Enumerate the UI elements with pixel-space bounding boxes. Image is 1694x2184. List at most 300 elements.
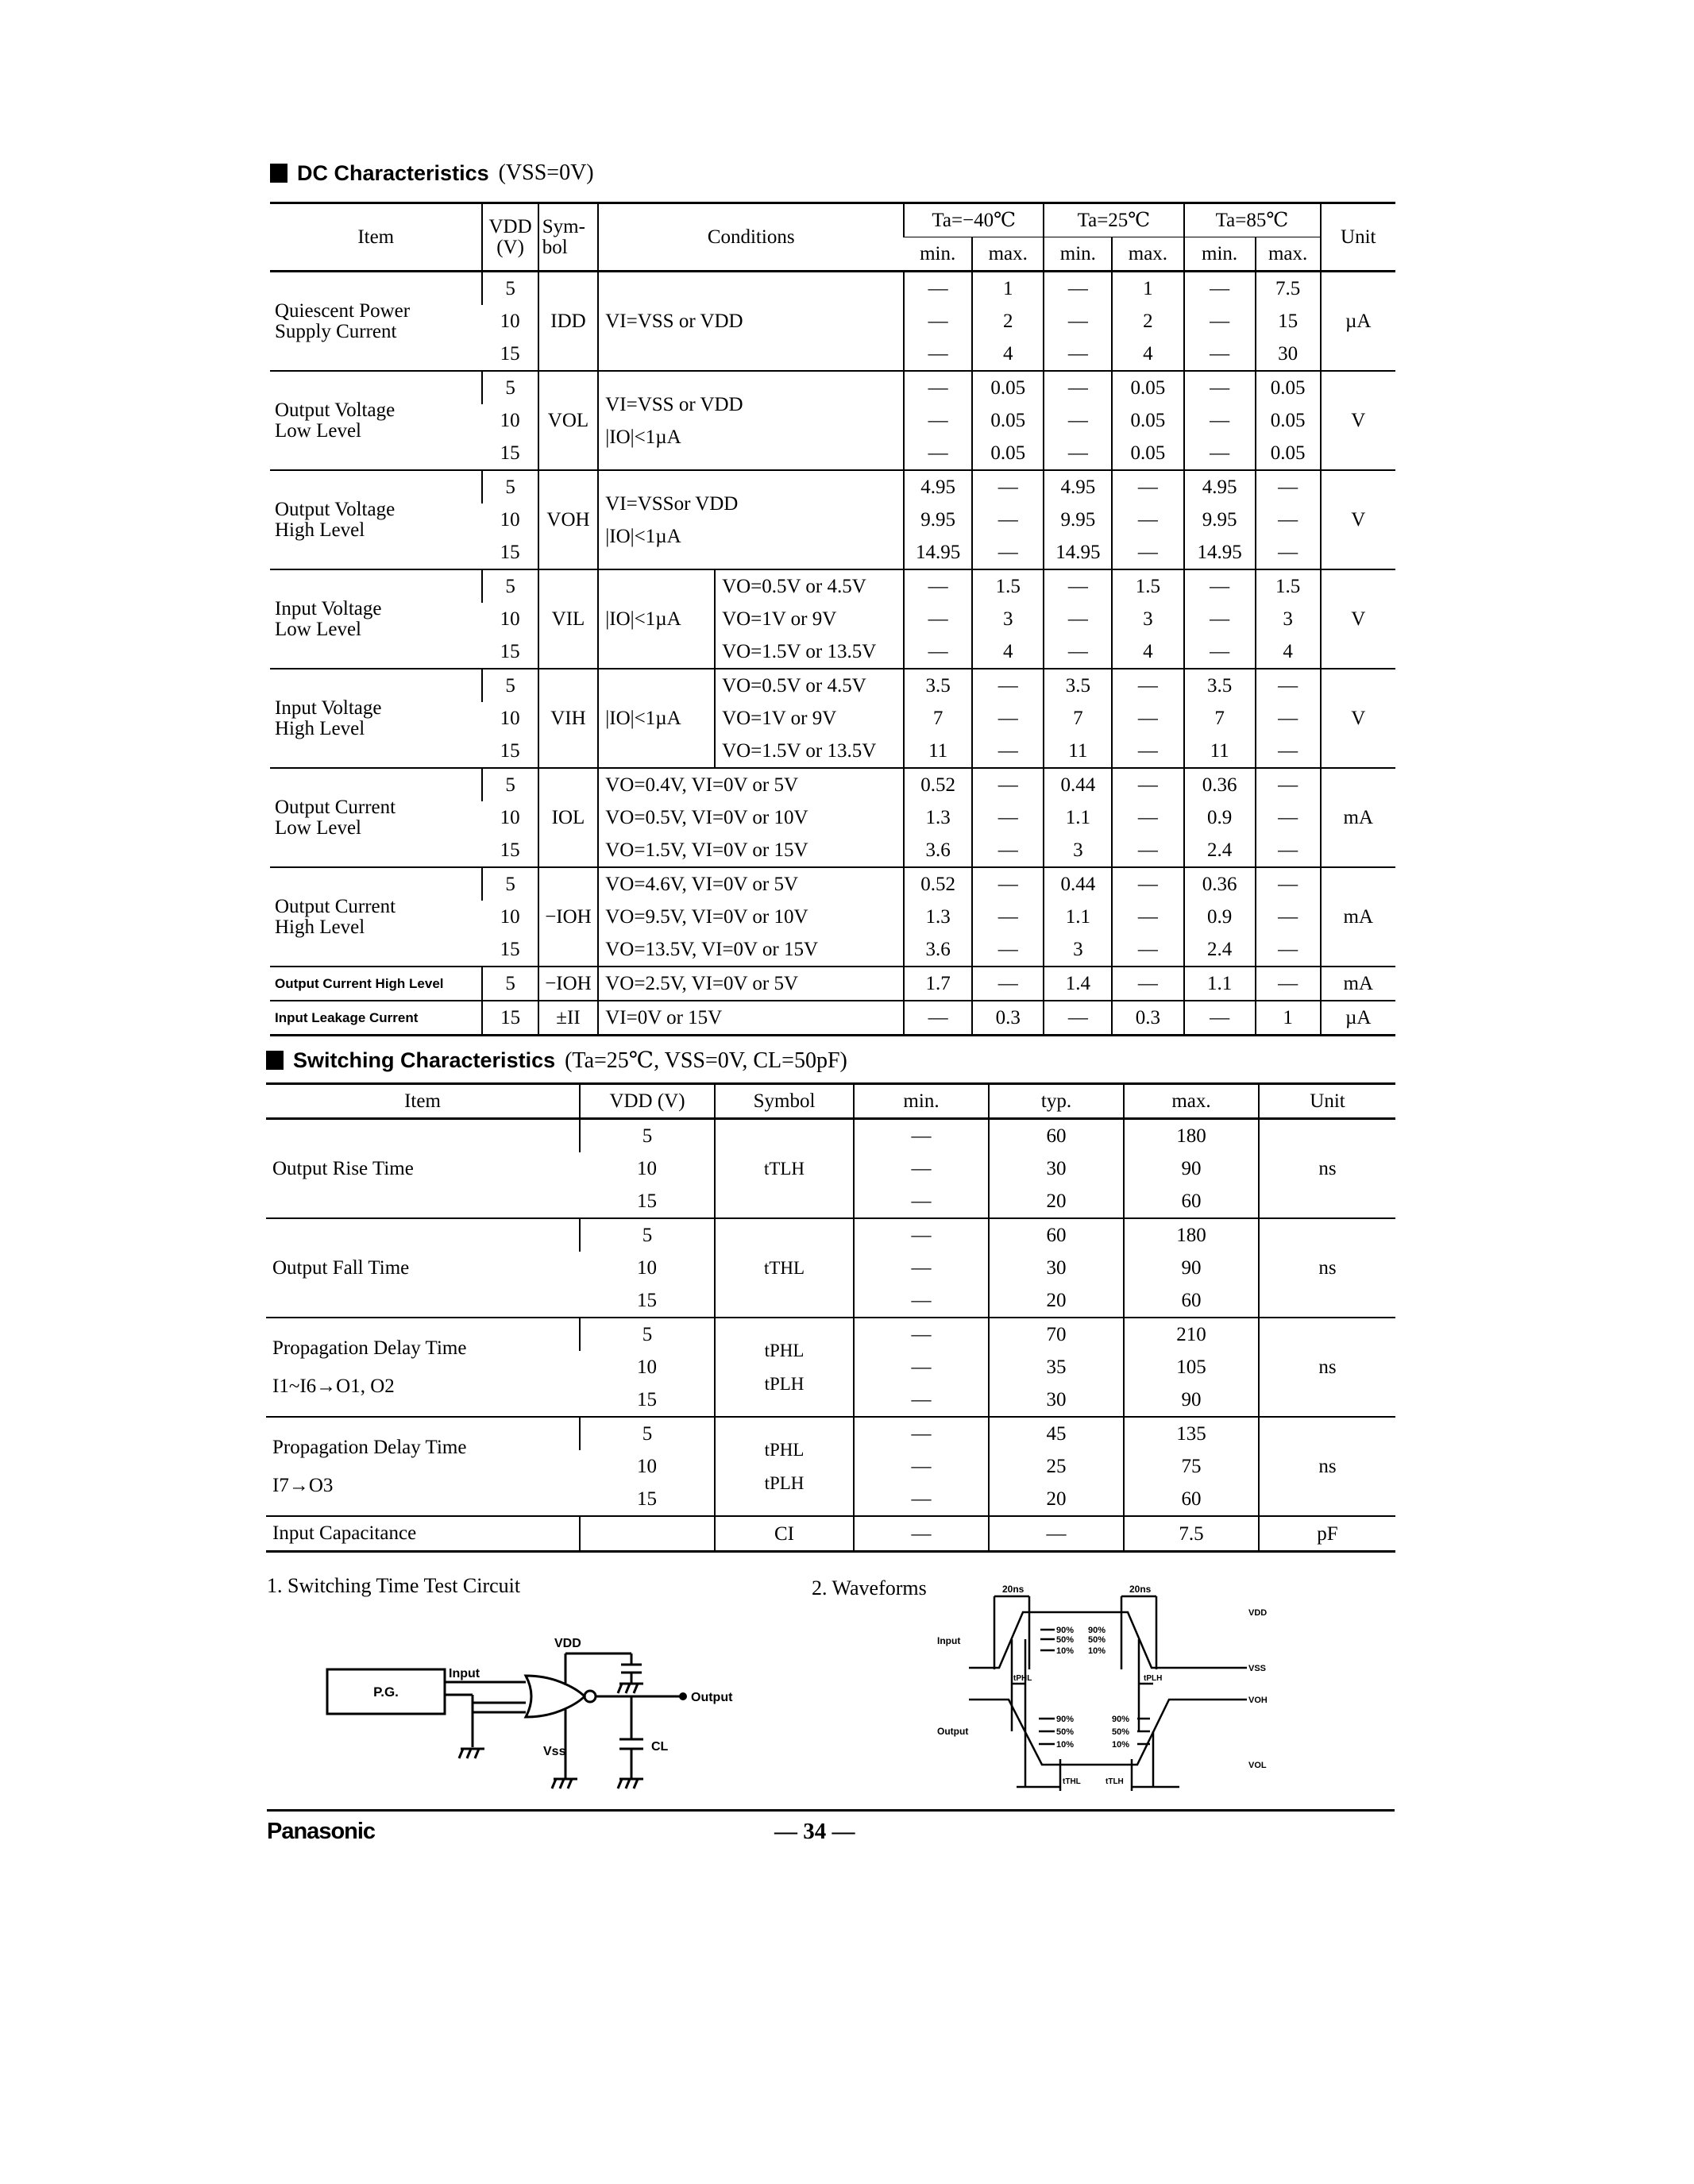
sw-title: Switching Characteristics [293,1048,556,1072]
value-cell: 4 [1112,635,1183,669]
value-cell: — [1184,437,1256,470]
value-cell: — [854,1218,989,1252]
sw-group-capacitance [266,1516,1395,1552]
value-cell: 11 [1184,735,1256,768]
fig1-title: 1. Switching Time Test Circuit [267,1574,521,1597]
value-cell: 0.9 [1184,901,1256,933]
header-unit: Unit [1321,203,1396,272]
table-row [270,470,1395,504]
input-fall-10-label: 10% [1088,1646,1106,1656]
row-item: Input Voltage Low Level [270,569,482,669]
value-cell: — [1044,1001,1112,1036]
value-cell: — [904,338,972,371]
value-cell: 0.05 [972,371,1044,404]
header-ta-85: Ta=85℃ [1184,203,1321,237]
vdd-cell [580,1516,715,1552]
input-10-label: 10% [1056,1646,1075,1656]
bullet-square-icon [266,1051,284,1070]
unit-cell: pF [1259,1516,1395,1552]
value-cell: — [972,967,1044,1001]
unit-cell: ns [1259,1119,1395,1219]
value-cell: — [854,1516,989,1552]
value-cell: 4.95 [1184,470,1256,504]
value-cell: 3 [972,603,1044,635]
value-cell: 7 [904,702,972,735]
sub-conditions-cell: VO=1V or 9V [715,702,904,735]
value-cell: — [972,933,1044,967]
value-cell: 0.44 [1044,768,1112,801]
tthl-label: tTHL [1063,1777,1081,1786]
vdd-cell: 5 [580,1318,715,1351]
value-cell: 1.1 [1044,801,1112,834]
value-cell: — [854,1185,989,1218]
value-cell: 70 [989,1318,1124,1351]
vdd-cell: 10 [637,1456,657,1477]
value-cell: — [1256,967,1321,1001]
value-cell: 30 [989,1152,1124,1185]
table-row [270,1001,1395,1036]
conditions-cell: VO=4.6V, VI=0V or 5V [598,867,904,901]
value-cell: — [972,735,1044,768]
value-cell: 0.36 [1184,867,1256,901]
row-item: Output Rise Time [272,1157,414,1179]
sub-conditions-cell: VO=0.5V or 4.5V [715,669,904,702]
value-cell: 3 [1044,933,1112,967]
header-min: min. [904,237,972,272]
sub-conditions-cell: VO=1V or 9V [715,603,904,635]
row-item: Output Fall Time [266,1218,580,1318]
dc-title: DC Characteristics [297,160,489,185]
table-row [266,1516,1395,1552]
dc-conditions: (VSS=0V) [498,160,594,185]
header-max: max. [1256,237,1321,272]
value-cell: 30 [989,1383,1124,1417]
value-cell: — [1044,404,1112,437]
table-row [266,1119,1395,1153]
header-vdd: VDD (V) [580,1084,715,1119]
value-cell: — [1044,635,1112,669]
value-cell: — [989,1516,1124,1552]
value-cell: 60 [989,1119,1124,1153]
sub-conditions-cell: VO=0.5V or 4.5V [715,569,904,603]
value-cell: 14.95 [1044,536,1112,569]
header-conditions: Conditions [598,203,904,272]
value-cell: 7.5 [1124,1516,1259,1552]
value-cell: 3.6 [904,933,972,967]
vdd-cell: 15 [500,442,520,464]
vdd-cell: 5 [580,1119,715,1153]
vdd-cell: 5 [580,1417,715,1450]
row-item: Output Current High Level [270,867,482,967]
fall-20ns-label: 20ns [1129,1584,1152,1595]
test-circuit-diagram [318,1620,762,1795]
value-cell: — [972,669,1044,702]
sw-conditions: (Ta=25℃, VSS=0V, CL=50pF) [565,1048,847,1073]
sw-group-prop-delay-2 [266,1417,1395,1516]
value-cell: — [1044,437,1112,470]
value-cell: 0.05 [1112,437,1183,470]
value-cell: 9.95 [904,504,972,536]
value-cell: — [1044,338,1112,371]
value-cell: — [904,272,972,306]
vss-label: Vss [543,1745,566,1758]
sub-conditions-cell: VO=1.5V or 13.5V [715,735,904,768]
table-row [270,569,1395,603]
value-cell: — [972,867,1044,901]
header-unit: Unit [1259,1084,1395,1119]
value-cell: — [854,1450,989,1483]
vdd-cell: 15 [500,740,520,762]
value-cell: — [854,1383,989,1417]
row-item: Output Current High Level [270,967,482,1001]
value-cell: 1 [1256,1001,1321,1036]
value-cell: 9.95 [1044,504,1112,536]
vdd-cell: 10 [500,410,520,431]
value-cell: — [1256,536,1321,569]
value-cell: — [904,635,972,669]
value-cell: — [1112,536,1183,569]
bullet-square-icon [270,164,287,183]
value-cell: 90 [1124,1383,1259,1417]
value-cell: 4 [1112,338,1183,371]
value-cell: 1.4 [1044,967,1112,1001]
value-cell: 90 [1124,1252,1259,1284]
value-cell: 0.05 [972,404,1044,437]
value-cell: — [1112,867,1183,901]
symbol-cell: VOL [538,371,599,470]
header-symbol: Symbol [715,1084,854,1119]
value-cell: — [1112,735,1183,768]
unit-cell: ns [1259,1417,1395,1516]
value-cell: — [854,1351,989,1383]
value-cell: 75 [1124,1450,1259,1483]
value-cell: 45 [989,1417,1124,1450]
table-row [266,1417,1395,1450]
value-cell: — [1256,834,1321,867]
value-cell: — [904,603,972,635]
vdd-cell: 5 [482,470,538,504]
value-cell: — [972,536,1044,569]
vdd-cell: 5 [482,569,538,603]
value-cell: — [1184,404,1256,437]
value-cell: — [1112,967,1183,1001]
value-cell: 1.3 [904,801,972,834]
unit-cell: mA [1321,967,1396,1001]
value-cell: 2.4 [1184,834,1256,867]
dc-characteristics-table [270,202,1395,1036]
vdd-cell: 10 [500,906,520,928]
conditions-cell: VO=9.5V, VI=0V or 10V [598,901,904,933]
vdd-cell: 10 [637,1158,657,1179]
page-number: — 34 — [774,1819,855,1844]
unit-cell: V [1321,371,1396,470]
symbol-cell: ±II [538,1001,599,1036]
value-cell: 2 [1112,305,1183,338]
vdd-cell: 10 [500,708,520,729]
vdd-cell: 5 [482,272,538,306]
symbol-cell: tPHL tPLH [715,1318,854,1417]
output-label: Output [691,1691,733,1704]
output-terminal-icon [679,1692,687,1700]
value-cell: — [904,1001,972,1036]
vdd-cell: 15 [500,343,520,365]
value-cell: 0.05 [1112,404,1183,437]
value-cell: 1 [972,272,1044,306]
vdd-cell: 10 [500,509,520,531]
tphl-label: tPHL [1013,1674,1032,1683]
value-cell: 60 [1124,1483,1259,1516]
row-item: Output Current Low Level [270,768,482,867]
symbol-cell: IDD [538,272,599,372]
value-cell: 1 [1112,272,1183,306]
header-vdd: VDD (V) [482,203,538,272]
value-cell: — [1112,901,1183,933]
conditions-cell: VO=2.5V, VI=0V or 5V [598,967,904,1001]
value-cell: — [1112,768,1183,801]
vdd-cell: 5 [482,867,538,901]
dc-group-vih [270,669,1395,768]
vdd-cell: 5 [482,967,538,1001]
row-item: Output Voltage Low Level [270,371,482,470]
header-item: Item [266,1084,580,1119]
value-cell: — [1112,834,1183,867]
output-rise-50-label: 50% [1112,1727,1130,1737]
fig2-title: 2. Waveforms [812,1576,927,1599]
input-fall-50-label: 50% [1088,1635,1106,1645]
value-cell: 1.1 [1184,967,1256,1001]
row-item: Propagation Delay Time I7→O3 [266,1417,580,1516]
row-item: Output Voltage High Level [270,470,482,569]
value-cell: 180 [1124,1119,1259,1153]
value-cell: 0.05 [972,437,1044,470]
value-cell: 0.9 [1184,801,1256,834]
value-cell: — [1256,768,1321,801]
table-row [270,867,1395,901]
value-cell: 1.7 [904,967,972,1001]
symbol-cell: tTHL [715,1218,854,1318]
sw-group-fall [266,1218,1395,1318]
value-cell: — [1256,735,1321,768]
value-cell: — [1256,901,1321,933]
value-cell: — [854,1483,989,1516]
row-item: Quiescent Power Supply Current [270,272,482,372]
symbol-cell: VIL [538,569,599,669]
vdd-cell: 15 [500,839,520,861]
value-cell: 4 [972,338,1044,371]
dc-group-vil [270,569,1395,669]
vdd-cell: 10 [637,1356,657,1378]
unit-cell: V [1321,669,1396,768]
input-wave-label: Input [937,1635,961,1646]
value-cell: — [1184,371,1256,404]
value-cell: — [1184,603,1256,635]
output-wave-label: Output [937,1726,969,1737]
value-cell: 3.6 [904,834,972,867]
value-cell: 0.05 [1112,371,1183,404]
value-cell: 2.4 [1184,933,1256,967]
vdd-cell: 5 [580,1218,715,1252]
value-cell: — [972,702,1044,735]
value-cell: 0.05 [1256,437,1321,470]
dc-group-quiescent [270,272,1395,372]
symbol-cell: −IOH [538,967,599,1001]
vdd-cell: 10 [500,807,520,828]
value-cell: — [1184,1001,1256,1036]
symbol-cell: −IOH [538,867,599,967]
footer-rule [267,1809,1395,1812]
conditions-cell: VI=0V or 15V [598,1001,904,1036]
value-cell: — [904,437,972,470]
value-cell: 0.05 [1256,371,1321,404]
dc-group-ioh-single [270,967,1395,1001]
value-cell: — [1256,470,1321,504]
dc-group-vol [270,371,1395,470]
value-cell: — [1044,371,1112,404]
value-cell: — [1184,338,1256,371]
value-cell: 1.5 [1256,569,1321,603]
header-min: min. [1184,237,1256,272]
value-cell: 30 [989,1252,1124,1284]
symbol-cell: VIH [538,669,599,768]
vdd-cell: 10 [637,1257,657,1279]
value-cell: — [1112,702,1183,735]
conditions-cell: VO=0.5V, VI=0V or 10V [598,801,904,834]
cl-label: CL [651,1740,669,1754]
vdd-cell: 10 [500,608,520,630]
value-cell: — [1184,635,1256,669]
value-cell: 60 [1124,1185,1259,1218]
value-cell: 4.95 [1044,470,1112,504]
output-90-label: 90% [1056,1715,1075,1724]
vdd-cell: 5 [482,669,538,702]
vdd-cell: 15 [500,939,520,960]
vdd-cell: 15 [500,641,520,662]
rise-20ns-label: 20ns [1002,1584,1025,1595]
value-cell: 0.3 [1112,1001,1183,1036]
value-cell: 20 [989,1284,1124,1318]
value-cell: — [1184,569,1256,603]
value-cell: 15 [1256,305,1321,338]
value-cell: 9.95 [1184,504,1256,536]
value-cell: 210 [1124,1318,1259,1351]
vdd-cell: 5 [482,768,538,801]
header-min: min. [854,1084,989,1119]
value-cell: — [972,834,1044,867]
value-cell: 3 [1044,834,1112,867]
value-cell: — [854,1318,989,1351]
unit-cell: mA [1321,867,1396,967]
value-cell: 105 [1124,1351,1259,1383]
value-cell: 0.52 [904,867,972,901]
value-cell: 3 [1112,603,1183,635]
table-row [270,272,1395,306]
value-cell: 20 [989,1185,1124,1218]
value-cell: 11 [904,735,972,768]
conditions-cell: VO=0.4V, VI=0V or 5V [598,768,904,801]
value-cell: 1.5 [1112,569,1183,603]
value-cell: 0.3 [972,1001,1044,1036]
value-cell: 7 [1184,702,1256,735]
header-max: max. [1112,237,1183,272]
table-row [270,967,1395,1001]
value-cell: — [904,305,972,338]
dc-group-iol [270,768,1395,867]
dc-group-voh [270,470,1395,569]
value-cell: — [972,801,1044,834]
unit-cell: V [1321,470,1396,569]
brand-logo: Panasonic [267,1819,376,1844]
conditions-cell: VI=VSSor VDD |IO|<1µA [598,470,904,569]
input-50-label: 50% [1056,1635,1075,1645]
input-waveform [969,1612,1247,1668]
symbol-cell: CI [715,1516,854,1552]
value-cell: — [854,1119,989,1153]
vdd-cell: 15 [637,1290,657,1311]
value-cell: — [1112,801,1183,834]
dc-group-leakage [270,1001,1395,1036]
value-cell: 0.36 [1184,768,1256,801]
value-cell: 180 [1124,1218,1259,1252]
value-cell: 0.44 [1044,867,1112,901]
value-cell: 0.05 [1256,404,1321,437]
value-cell: 3.5 [1044,669,1112,702]
header-item: Item [270,203,482,272]
value-cell: — [1256,867,1321,901]
value-cell: 1.3 [904,901,972,933]
value-cell: 4 [1256,635,1321,669]
conditions-cell: VO=1.5V, VI=0V or 15V [598,834,904,867]
value-cell: 60 [989,1218,1124,1252]
value-cell: — [1112,470,1183,504]
value-cell: — [1044,305,1112,338]
unit-cell: ns [1259,1318,1395,1417]
unit-cell: V [1321,569,1396,669]
symbol-cell: IOL [538,768,599,867]
row-item: Input Leakage Current [270,1001,482,1036]
table-row [270,669,1395,702]
output-rise-90-label: 90% [1112,1715,1130,1724]
value-cell: 1.1 [1044,901,1112,933]
input-fall-90-label: 90% [1088,1626,1106,1635]
dc-group-ioh [270,867,1395,967]
dc-section-title [270,160,594,186]
input-90-label: 90% [1056,1626,1075,1635]
table-row [270,371,1395,404]
conditions-cell: VO=13.5V, VI=0V or 15V [598,933,904,967]
header-symbol: Sym- bol [538,203,599,272]
value-cell: — [972,768,1044,801]
header-typ: typ. [989,1084,1124,1119]
value-cell: 90 [1124,1152,1259,1185]
table-row [270,768,1395,801]
output-rise-10-label: 10% [1112,1740,1130,1750]
vdd-level-label: VDD [1248,1608,1268,1618]
value-cell: — [1044,569,1112,603]
value-cell: 3 [1256,603,1321,635]
value-cell: 30 [1256,338,1321,371]
sw-group-rise [266,1119,1395,1219]
value-cell: 20 [989,1483,1124,1516]
waveform-diagram [929,1580,1279,1811]
row-item: Propagation Delay Time I1~I6→O1, O2 [266,1318,580,1417]
vss-level-label: VSS [1248,1664,1267,1673]
conditions-cell: |IO|<1µA [598,669,715,768]
header-ta-minus40: Ta=−40℃ [904,203,1044,237]
vdd-cell: 15 [482,1001,538,1036]
value-cell: — [904,569,972,603]
unit-cell: mA [1321,768,1396,867]
unit-cell: µA [1321,272,1396,372]
